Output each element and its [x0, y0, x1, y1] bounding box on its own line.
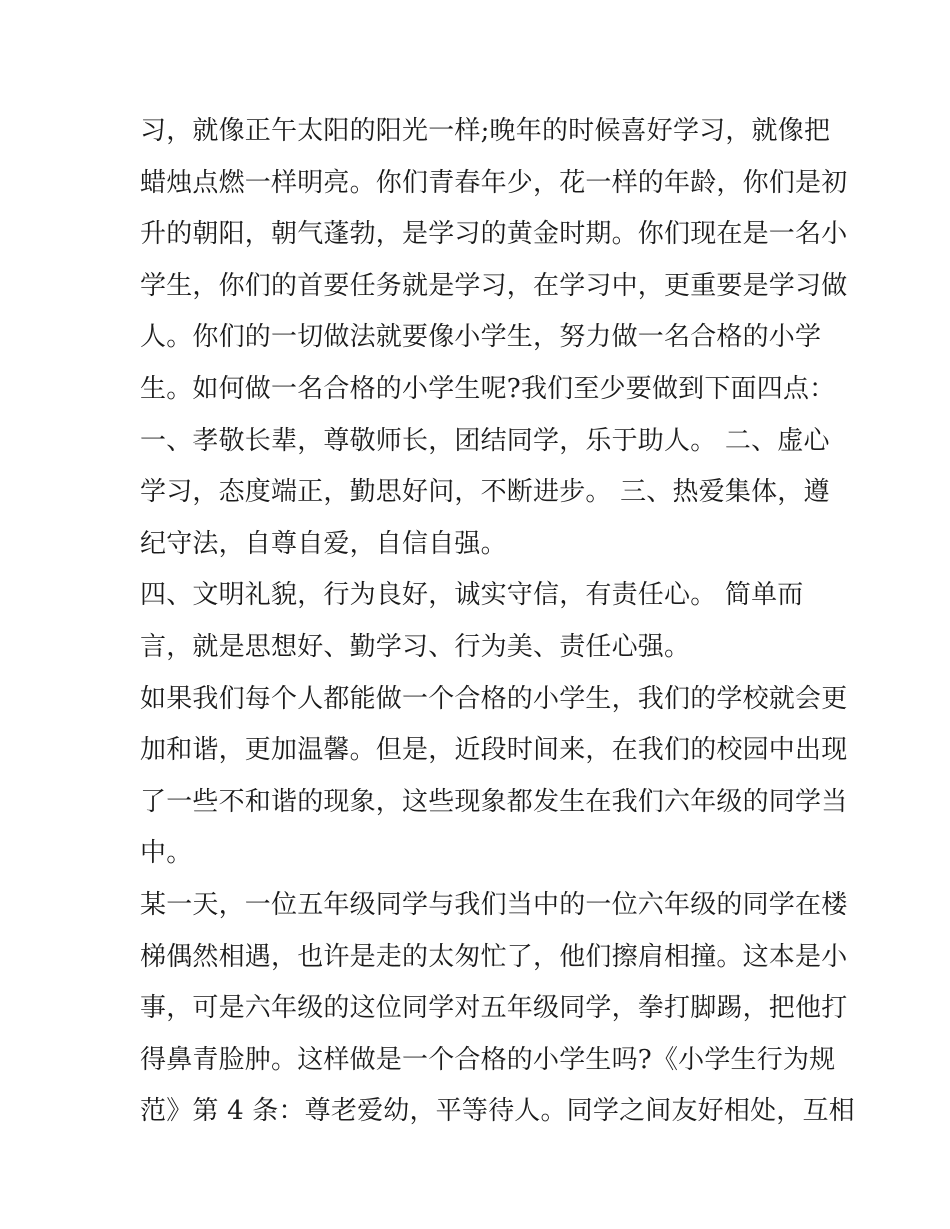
text-line: 如果我们每个人都能做一个合格的小学生，我们的学校就会更 [140, 683, 848, 714]
body-text [140, 106, 855, 1138]
text-line: 一、孝敬长辈，尊敬师长，团结同学，乐于助人。 二、虚心 [140, 425, 830, 456]
text-line: 言，就是思想好、勤学习、行为美、责任心强。 [140, 631, 691, 662]
text-line: 梯偶然相遇，也许是走的太匆忙了，他们擦肩相撞。这本是小 [140, 941, 848, 972]
text-line: 加和谐，更加温馨。但是，近段时间来，在我们的校园中出现 [140, 735, 848, 766]
text-line: 学习，态度端正，勤思好问，不断进步。 三、热爱集体，遵 [140, 477, 830, 508]
text-line: 升的朝阳，朝气蓬勃，是学习的黄金时期。你们现在是一名小 [140, 219, 848, 250]
text-line: 纪守法，自尊自爱，自信自强。 [140, 528, 507, 559]
text-line: 生。如何做一名合格的小学生呢?我们至少要做到下面四点： [140, 373, 836, 404]
text-line: 蜡烛点燃一样明亮。你们青春年少，花一样的年龄，你们是初 [140, 167, 848, 198]
text-line: 中。 [140, 838, 193, 869]
text-line: 范》第 4 条：尊老爱幼，平等待人。同学之间友好相处，互相 [140, 1096, 855, 1127]
text-line: 习，就像正午太阳的阳光一样;晚年的时候喜好学习，就像把 [140, 116, 831, 146]
text-line: 学生，你们的首要任务就是学习，在学习中，更重要是学习做 [140, 270, 848, 301]
text-line: 四、文明礼貌，行为良好，诚实守信，有责任心。 简单而 [140, 580, 804, 611]
text-line: 事，可是六年级的这位同学对五年级同学，拳打脚踢，把他打 [140, 993, 848, 1024]
text-line: 某一天，一位五年级同学与我们当中的一位六年级的同学在楼 [140, 889, 848, 920]
text-line: 人。你们的一切做法就要像小学生，努力做一名合格的小学 [140, 322, 822, 353]
text-line: 得鼻青脸肿。这样做是一个合格的小学生吗?《小学生行为规 [140, 1044, 836, 1075]
text-line: 了一些不和谐的现象，这些现象都发生在我们六年级的同学当 [140, 786, 848, 817]
